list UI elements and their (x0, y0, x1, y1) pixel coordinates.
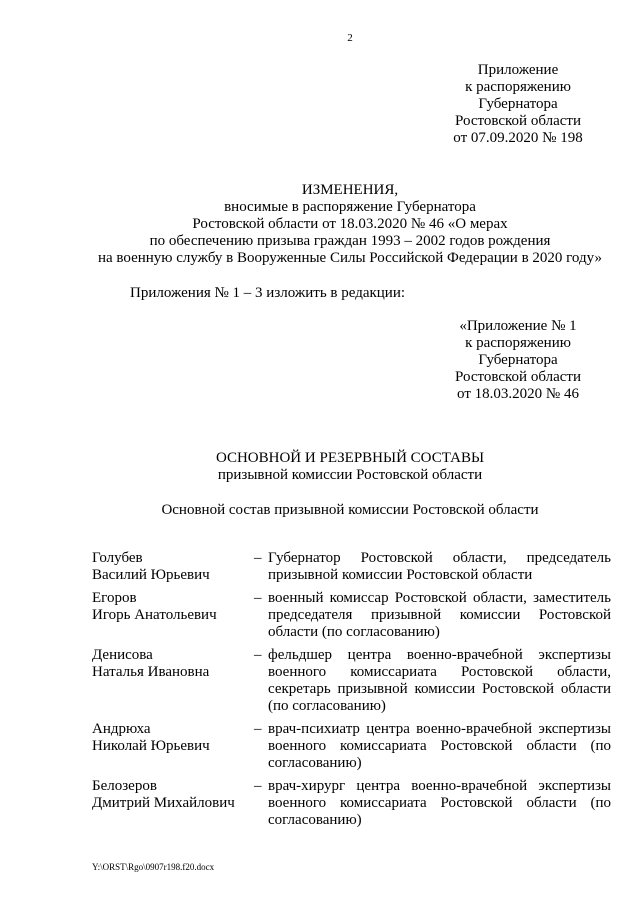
approval-stamp-block (440, 62, 596, 147)
appendix-line: от 18.03.2020 № 46 (457, 386, 579, 402)
member-row (92, 647, 611, 715)
composition-subtitle: призывной комиссии Ростовской области (217, 467, 483, 483)
member-dash: – (254, 590, 262, 606)
appendix-stamp-block (440, 318, 596, 403)
member-row (92, 778, 611, 829)
members-list (92, 550, 611, 835)
member-dash: – (254, 647, 262, 663)
intro-text: Приложения № 1 – 3 изложить в редакции: (130, 285, 406, 301)
member-surname: Белозеров (92, 778, 157, 794)
member-name (92, 550, 254, 584)
member-description: врач-хирург центра военно-врачебной экспертизы военного комиссариата Ростовской области (по согласованию) (268, 778, 611, 828)
member-dash: – (254, 721, 262, 737)
appendix-line: Ростовской области (455, 369, 581, 385)
composition-heading-block (0, 450, 640, 484)
approval-line: Ростовской области (455, 113, 581, 129)
approval-line: к распоряжению (465, 79, 571, 95)
changes-title: ИЗМЕНЕНИЯ, (301, 182, 399, 198)
member-row (92, 721, 611, 772)
member-dash: – (254, 778, 262, 794)
footer-file-path: Y:\ORST\Rgo\0907r198.f20.docx (92, 862, 215, 872)
member-description: Губернатор Ростовской области, председатель призывной комиссии Ростовской области (268, 550, 611, 583)
composition-title: ОСНОВНОЙ И РЕЗЕРВНЫЙ СОСТАВЫ (215, 450, 485, 466)
member-given-name: Николай Юрьевич (92, 738, 210, 754)
member-description: военный комиссар Ростовской области, заместитель председателя призывной комиссии Ростовской области (по согласованию) (268, 590, 611, 640)
main-composition-heading-text: Основной состав призывной комиссии Ростовской области (161, 502, 539, 518)
member-given-name: Наталья Ивановна (92, 664, 210, 680)
appendix-line: Губернатора (478, 352, 558, 368)
member-name (92, 721, 254, 772)
member-surname: Андрюха (92, 721, 151, 737)
member-row (92, 590, 611, 641)
main-composition-heading (0, 502, 640, 519)
member-given-name: Игорь Анатольевич (92, 607, 217, 623)
appendix-line: к распоряжению (465, 335, 571, 351)
member-name (92, 590, 254, 641)
changes-line: на военную службу в Вооруженные Силы Российской Федерации в 2020 году» (97, 250, 603, 266)
member-description: фельдшер центра военно-врачебной экспертизы военного комиссариата Ростовской области, секретарь призывной комиссии Ростовской области (по согласованию) (268, 647, 611, 714)
member-name (92, 647, 254, 715)
appendix-line: «Приложение № 1 (459, 318, 577, 334)
member-row (92, 550, 611, 584)
changes-line: по обеспечению призыва граждан 1993 – 2002 годов рождения (149, 233, 551, 249)
member-dash: – (254, 550, 262, 566)
member-name (92, 778, 254, 829)
member-surname: Егоров (92, 590, 137, 606)
changes-heading-block (0, 182, 640, 267)
page-number: 2 (347, 32, 353, 44)
member-description: врач-психиатр центра военно-врачебной экспертизы военного комиссариата Ростовской области (по согласованию) (268, 721, 611, 771)
member-surname: Голубев (92, 550, 143, 566)
approval-line: Приложение (477, 62, 559, 78)
changes-line: Ростовской области от 18.03.2020 № 46 «О мерах (192, 216, 508, 232)
approval-line: Губернатора (478, 96, 558, 112)
member-surname: Денисова (92, 647, 153, 663)
member-given-name: Дмитрий Михайлович (92, 795, 235, 811)
member-given-name: Василий Юрьевич (92, 567, 210, 583)
approval-line: от 07.09.2020 № 198 (453, 130, 583, 146)
changes-line: вносимые в распоряжение Губернатора (224, 199, 476, 215)
